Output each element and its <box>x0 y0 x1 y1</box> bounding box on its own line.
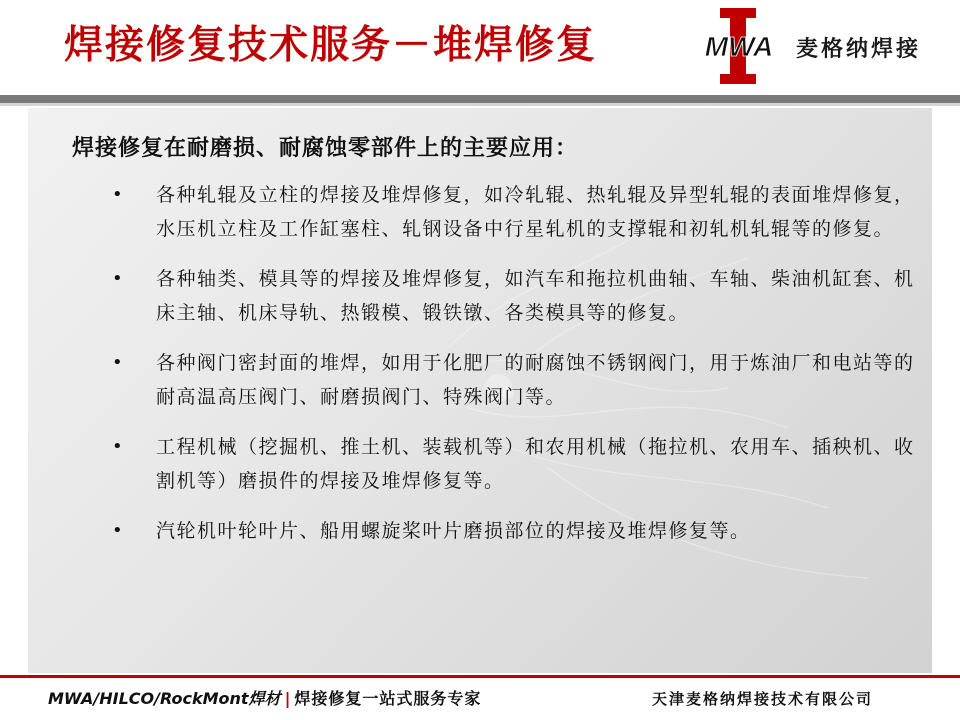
section-heading: 焊接修复在耐磨损、耐腐蚀零部件上的主要应用： <box>72 135 579 161</box>
logo-mark-text: MWA <box>704 31 774 62</box>
list-item-text: 工程机械（挖掘机、推土机、装载机等）和农用机械（拖拉机、农用车、插秧机、收割机等）磨损件的焊接及堆焊修复等。 <box>156 436 915 492</box>
footer-slogan: 焊接修复一站式服务专家 <box>294 689 482 708</box>
list-item-text: 各种轧辊及立柱的焊接及堆焊修复，如冷轧辊、热轧辊及异型轧辊的表面堆焊修复，水压机立柱及工作缸塞柱、轧钢设备中行星轧机的支撑辊和初轧机轧辊等的修复。 <box>156 184 915 240</box>
mwa-logo-icon <box>690 8 788 84</box>
logo-company-name: 麦格纳焊接 <box>796 36 922 62</box>
header-divider-light <box>0 103 960 106</box>
application-list <box>112 178 922 564</box>
bullet-icon: • <box>112 436 125 457</box>
list-item-text: 各种轴类、模具等的焊接及堆焊修复，如汽车和拖拉机曲轴、车轴、柴油机缸套、机床主轴、机床导轨、热锻模、锻铁镦、各类模具等的修复。 <box>156 268 915 324</box>
list-item <box>112 178 922 246</box>
footer-separator: | <box>284 689 291 708</box>
bullet-icon: • <box>112 352 125 373</box>
list-item-text: 各种阀门密封面的堆焊，如用于化肥厂的耐腐蚀不锈钢阀门，用于炼油厂和电站等的耐高温高压阀门、耐磨损阀门、特殊阀门等。 <box>156 352 915 408</box>
list-item <box>112 346 922 414</box>
slide-header <box>0 0 960 95</box>
list-item-text: 汽轮机叶轮叶片、船用螺旋桨叶片磨损部位的焊接及堆焊修复等。 <box>156 520 751 542</box>
bullet-icon: • <box>112 268 125 289</box>
list-item <box>112 514 922 548</box>
footer-brands: MWA/HILCO/RockMont焊材 <box>48 689 281 708</box>
bullet-icon: • <box>112 184 125 205</box>
header-divider <box>0 95 960 103</box>
list-item <box>112 262 922 330</box>
slide-title: 焊接修复技术服务－堆焊修复 <box>64 22 598 68</box>
list-item <box>112 430 922 498</box>
bullet-icon: • <box>112 520 125 541</box>
footer-company-name: 天津麦格纳焊接技术有限公司 <box>652 690 874 708</box>
company-logo <box>690 8 952 84</box>
footer-brand-line <box>48 686 481 709</box>
slide-footer <box>0 678 960 720</box>
